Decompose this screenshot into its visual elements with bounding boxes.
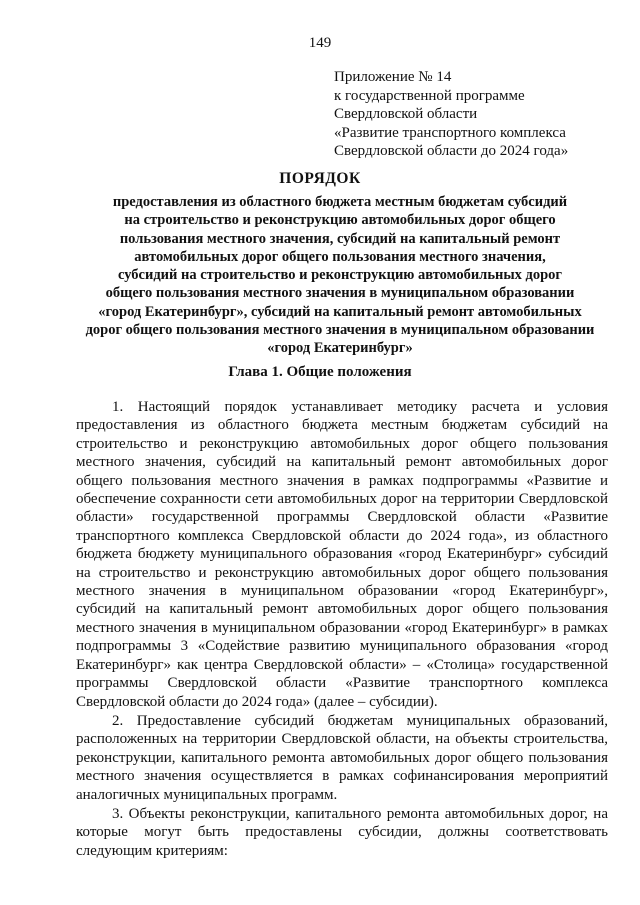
document-title: ПОРЯДОК	[279, 170, 361, 187]
appendix-line: Приложение № 14	[334, 69, 452, 85]
paragraph-line: 3. Объекты реконструкции, капитального ремонта автомобильных дорог, на	[112, 805, 608, 822]
subtitle-line: предоставления из областного бюджета местным бюджетам субсидий	[112, 194, 568, 210]
paragraph-line: строительство и реконструкцию автомобильных дорог общего пользования	[76, 435, 608, 452]
paragraph-line: бюджета бюджету муниципального образования «город Екатеринбург» субсидий	[76, 546, 608, 563]
subtitle-line: «город Екатеринбург», субсидий на капитальный ремонт автомобильных	[98, 303, 582, 320]
paragraph-2	[76, 712, 608, 804]
subtitle-line: дорог общего пользования местного значения в муниципальном образовании	[85, 322, 595, 339]
appendix-line: к государственной программе	[334, 87, 525, 104]
paragraph-line: которые могут быть предоставлены субсидии, должны соответствовать	[76, 824, 608, 841]
paragraph-line: аналогичных муниципальных программ.	[76, 786, 338, 803]
paragraph-1	[76, 398, 608, 711]
appendix-line: Свердловской области до 2024 года»	[334, 143, 569, 160]
paragraph-line: предоставления из областного бюджета местным бюджетам субсидий на	[76, 417, 608, 434]
subtitle-line: общего пользования местного значения в муниципальном образовании	[105, 285, 575, 302]
paragraph-line: Екатеринбург» как центра Свердловской области» – «Столица» государственной	[76, 656, 608, 673]
paragraph-line: обеспечение сохранности сети автомобильных дорог на территории Свердловской	[76, 491, 608, 508]
chapter-title: Глава 1. Общие положения	[228, 364, 412, 380]
appendix-line: «Развитие транспортного комплекса	[334, 124, 566, 141]
paragraph-line: местного значения, субсидий на капитальный ремонт автомобильных дорог	[76, 454, 608, 471]
subtitle-line: автомобильных дорог общего пользования местного значения,	[134, 248, 546, 265]
subtitle-line: «город Екатеринбург»	[267, 340, 413, 357]
paragraph-line: реконструкции, капитального ремонта автомобильных дорог общего пользования	[76, 749, 608, 766]
page-number: 149	[308, 35, 332, 51]
paragraph-line: субсидий на капитальный ремонт автомобильных дорог общего пользования	[76, 601, 608, 618]
paragraph-line: расположенных на территории Свердловской области, на объекты строительства,	[76, 731, 608, 748]
paragraph-line: местного значения в муниципальном образовании «город Екатеринбург» в рамках	[76, 619, 608, 636]
paragraph-line: 2. Предоставление субсидий бюджетам муниципальных образований,	[112, 712, 608, 729]
paragraph-line: программы Свердловской области «Развитие транспортного комплекса	[76, 675, 608, 692]
body-text	[76, 398, 608, 860]
document-subtitle	[60, 193, 620, 358]
paragraph-line: подпрограммы 3 «Содействие развитию муниципального образования «город	[76, 638, 608, 655]
subtitle-line: на строительство и реконструкцию автомобильных дорог общего	[124, 212, 556, 229]
paragraph-3	[76, 805, 608, 860]
appendix-block	[334, 68, 624, 161]
paragraph-line: местного значения в муниципальном образовании «город Екатеринбург»,	[76, 583, 608, 600]
paragraph-line: 1. Настоящий порядок устанавливает методику расчета и условия	[112, 399, 608, 415]
paragraph-line: Свердловской области до 2024 года» (далее – субсидии).	[76, 693, 438, 710]
paragraph-line: транспортного комплекса Свердловской области до 2024 года», из областного	[76, 527, 608, 544]
appendix-line: Свердловской области	[334, 106, 478, 123]
paragraph-line: на строительство и реконструкцию автомобильных дорог общего пользования	[76, 564, 608, 581]
paragraph-line: следующим критериям:	[76, 842, 228, 859]
subtitle-line: пользования местного значения, субсидий на капитальный ремонт	[119, 230, 561, 247]
paragraph-line: местного значения осуществляется в рамках софинансирования мероприятий	[76, 768, 608, 785]
paragraph-line: области» государственной программы Свердловской области «Развитие	[76, 509, 608, 526]
paragraph-line: общего пользования местного значения в рамках подпрограммы «Развитие и	[76, 472, 608, 489]
subtitle-line: субсидий на строительство и реконструкцию автомобильных дорог	[117, 267, 563, 284]
